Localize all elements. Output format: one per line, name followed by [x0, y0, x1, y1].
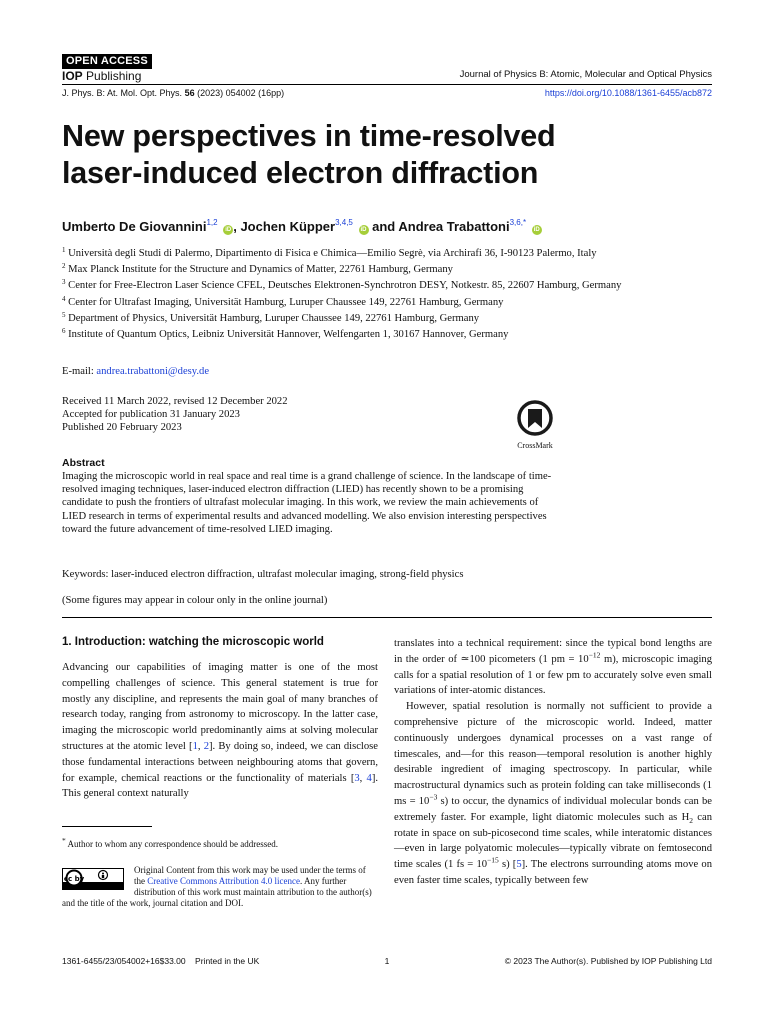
author-separator: ,: [233, 219, 241, 234]
affiliation-text: Institute of Quantum Optics, Leibniz Universität Hannover, Welfengarten 1, 30167 Hannover, Germany: [68, 329, 509, 341]
body-text: s) [: [498, 859, 517, 871]
cc-logo-text: cc by: [63, 875, 85, 883]
publisher-name: Publishing: [86, 69, 142, 83]
accepted-date: Accepted for publication 31 January 2023: [62, 409, 240, 421]
license-link[interactable]: Creative Commons Attribution 4.0 licence: [147, 876, 300, 886]
citation-details: (2023) 054002 (16pp): [197, 88, 285, 98]
affiliation-number: 6: [62, 327, 66, 336]
author-separator: and: [368, 219, 399, 234]
citation-ref[interactable]: 2: [203, 740, 209, 752]
body-text: ]. By doing so, indeed, we can disclose those fundamental interactions between neighbouring atoms that govern, for example, chemical reactions or the functionality of materials [: [62, 740, 378, 784]
body-text: However, spatial resolution is normally not sufficient to provide a comprehensive picture of the microscopic world. Indeed, matter continuously undergoes dynamical processes on a vast range of timescales, and—for this reason—temporal resolution is another highly desirable ingredient of imaging spectroscopy. In particular, while macrostructural dynamics such as protein folding can take milliseconds (1 ms = 10: [394, 701, 712, 807]
body-text: m), microscopic imaging calls for a spatial resolution of 1 or few pm to accurately solve even small variations of inter-atomic distances.: [394, 653, 713, 697]
body-text: ]. The electrons surrounding atoms move on even faster time scales, typically between few: [394, 859, 712, 886]
citation-volume: 56: [184, 88, 195, 98]
author-3[interactable]: Andrea Trabattoni: [398, 219, 510, 234]
crossmark-badge[interactable]: [510, 400, 560, 448]
received-date: Received 11 March 2022, revised 12 December 2022: [62, 396, 288, 407]
citation-journal: J. Phys. B: At. Mol. Opt. Phys.: [62, 88, 183, 98]
paper-title: [62, 118, 702, 192]
citation-ref[interactable]: 3: [354, 772, 360, 784]
footnote-text: Author to whom any correspondence should be addressed.: [65, 839, 278, 849]
orcid-icon[interactable]: iD: [225, 227, 232, 233]
affiliation: [62, 325, 702, 341]
affiliation-text: Università degli Studi di Palermo, Dipartimento di Fisica e Chimica—Emilio Segrè, via Archirafi 36, I-90123 Palermo, Italy: [68, 248, 597, 259]
orcid-icon[interactable]: iD: [533, 227, 540, 233]
title-line-1: New perspectives in time-resolved: [62, 119, 556, 153]
author-2[interactable]: Jochen Küpper: [240, 219, 336, 234]
affiliation-text: Center for Free-Electron Laser Science CFEL, Deutsches Elektronen-Synchrotron DESY, Notkestr. 85, 22607 Hamburg, Germany: [68, 280, 622, 292]
body-text: translates into a technical requirement: since the typical bond lengths are in the order of ≃100 picometers (1 pm = 10: [394, 638, 712, 665]
footer-issn: 1361-6455/23/054002+16$33.00 Printed in the UK: [62, 956, 260, 966]
cc-logo-icon: [63, 869, 123, 889]
body-text: Advancing our capabilities of imaging matter is one of the most compelling challenges of science. This general statement is true for mostly any discipline, and represents the main goal of many branches of research today, ranging from astronomy to microscopy. In the latter case, imaging the microscopic world predominantly aims at solving molecular structures at the atomic level [: [62, 662, 378, 752]
abstract-heading: Abstract: [62, 457, 105, 469]
orcid-icon[interactable]: iD: [360, 227, 367, 233]
affiliation: [62, 293, 702, 309]
page-number: 1: [384, 956, 390, 966]
author-2-affil[interactable]: 3,4,5: [335, 218, 353, 227]
author-1-affil[interactable]: 1,2: [206, 218, 218, 227]
author-list: [62, 214, 542, 236]
subscript: 2: [689, 815, 693, 825]
section-heading: 1. Introduction: watching the microscopic world: [62, 636, 324, 648]
footnote-mark: *: [62, 836, 66, 845]
body-text: s) to occur, the dynamics of individual molecular bonds can be extremely faster. For example, light diatomic molecules such as H: [394, 795, 712, 823]
license-block: [62, 865, 378, 909]
affiliation: [62, 244, 702, 260]
crossmark-icon: [515, 400, 555, 436]
affiliation-text: Department of Physics, Universität Hamburg, Luruper Chaussee 149, 22761 Hamburg, Germany: [68, 312, 480, 324]
affiliation: [62, 260, 702, 276]
license-text: . Any further distribution of this work must maintain attribution to the author(s) and the title of the work, journal citation and DOI.: [62, 876, 372, 908]
affiliation-number: 5: [62, 310, 66, 319]
body-column-left: [62, 660, 378, 802]
journal-name: Journal of Physics B: Atomic, Molecular and Optical Physics: [459, 69, 712, 80]
affiliation-number: 2: [62, 262, 66, 271]
author-1[interactable]: Umberto De Giovannini: [62, 219, 207, 234]
affiliations: [62, 244, 702, 341]
open-access-badge: OPEN ACCESS: [62, 54, 152, 69]
body-text: can rotate in space on sub-picosecond time scales, while interatomic distances—even in large polyatomic molecules—typically vibrate on femtosecond time scales (1 fs = 10: [394, 811, 712, 871]
affiliation: [62, 309, 702, 325]
paragraph: Advancing our capabilities of imaging matter is one of the most compelling challenges of science. This general statement is true for mostly any discipline, and represents the main goal of many branches of research today, ranging from astronomy to microscopy. In the latter case, imaging the microscopic world predominantly aims at solving molecular structures at the atomic level [1, 2]. By doing so, indeed, we can disclose those fundamental interactions between neighbouring atoms that govern, for example, chemical reactions or the functionality of materials [3, 4]. This general context naturally: [62, 662, 378, 800]
keywords: Keywords: laser-induced electron diffraction, ultrafast molecular imaging, strong-field physics: [62, 569, 464, 580]
affiliation-number: 4: [62, 294, 66, 303]
title-line-2: laser-induced electron diffraction: [62, 156, 539, 190]
exponent: −12: [588, 650, 601, 660]
cc-by-icon[interactable]: [62, 868, 124, 890]
footnote-divider: [62, 826, 152, 827]
publisher-logo: [62, 69, 141, 83]
citation-ref[interactable]: 4: [366, 772, 372, 784]
footer-copyright: © 2023 The Author(s). Published by IOP Publishing Ltd: [504, 956, 712, 966]
publication-dates: [62, 395, 288, 435]
affiliation-number: 3: [62, 278, 66, 287]
author-3-affil[interactable]: 3,6,*: [509, 218, 527, 227]
citation-ref[interactable]: 1: [192, 740, 198, 752]
publisher-iop: IOP: [62, 69, 83, 83]
crossmark-label: CrossMark: [517, 441, 553, 450]
doi-link[interactable]: https://doi.org/10.1088/1361-6455/acb872: [544, 88, 712, 98]
footnote: [62, 835, 378, 850]
colour-note: (Some figures may appear in colour only in the online journal): [62, 595, 328, 606]
citation: [62, 88, 284, 99]
affiliation-number: 1: [62, 246, 66, 254]
body-column-right: [394, 636, 712, 889]
body-text: ]. This general context naturally: [62, 772, 378, 800]
affiliation-text: Center for Ultrafast Imaging, Universität Hamburg, Luruper Chaussee 149, 22761 Hamburg, Germany: [68, 296, 504, 308]
paragraph: [394, 699, 712, 889]
license-text: Original Content from this work may be used under the terms of the: [134, 865, 366, 886]
published-date: Published 20 February 2023: [62, 422, 182, 434]
email-label: E-mail:: [62, 366, 97, 377]
exponent: −3: [429, 792, 438, 802]
affiliation: [62, 276, 702, 292]
header-divider: [62, 84, 712, 85]
abstract-text: Imaging the microscopic world in real space and real time is a grand challenge of science. In the landscape of time-resolved imaging techniques, laser-induced electron diffraction (LIED) has recently shown to be a promising candidate to push the frontiers of ultrafast molecular imaging. In this work, we review the main achievements of LIED research in terms of experimental results and advanced modelling. We also envision interesting perspectives toward the future advancement of time-resolved LIED imaging.: [62, 471, 552, 535]
exponent: −15: [487, 855, 499, 865]
affiliation-text: Max Planck Institute for the Structure and Dynamics of Matter, 22761 Hamburg, Germany: [68, 264, 453, 276]
citation-ref[interactable]: 5: [516, 859, 522, 871]
paragraph: [394, 636, 712, 699]
email-link[interactable]: andrea.trabattoni@desy.de: [96, 366, 210, 377]
email: [62, 365, 209, 378]
section-divider: [62, 617, 712, 618]
